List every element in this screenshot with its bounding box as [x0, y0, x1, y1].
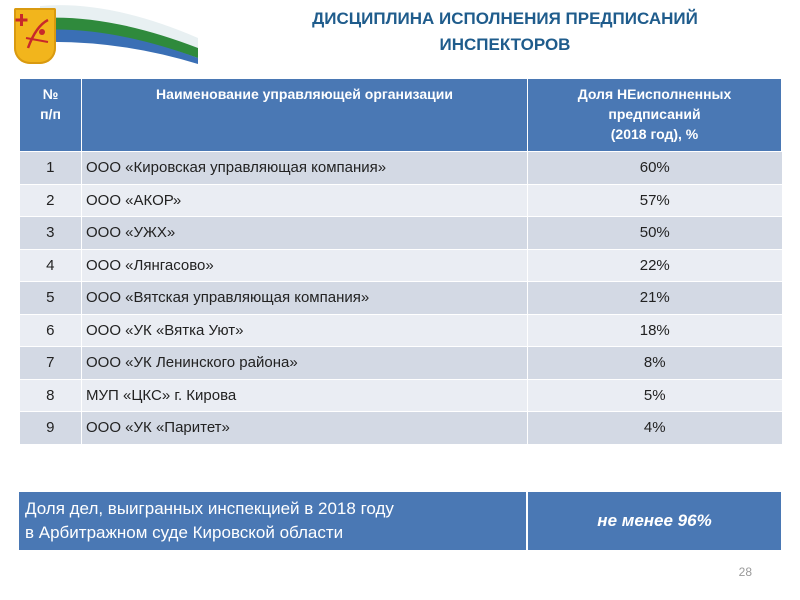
row-number: 8 — [20, 379, 82, 412]
row-organization: ООО «УК «Паритет» — [82, 412, 528, 445]
row-number: 5 — [20, 282, 82, 315]
row-number: 4 — [20, 249, 82, 282]
table-row — [20, 347, 782, 380]
table-row — [20, 282, 782, 315]
header-decoration — [0, 0, 200, 70]
row-number: 3 — [20, 217, 82, 250]
page-number: 28 — [738, 565, 752, 579]
table-row — [20, 217, 782, 250]
table-row — [20, 152, 782, 185]
table-row — [20, 184, 782, 217]
row-organization: ООО «УК Ленинского района» — [82, 347, 528, 380]
row-organization: ООО «УК «Вятка Уют» — [82, 314, 528, 347]
row-organization: ООО «Лянгасово» — [82, 249, 528, 282]
table-row — [20, 314, 782, 347]
column-header-number: № п/п — [20, 79, 82, 152]
inspection-table — [19, 78, 782, 445]
row-organization: МУП «ЦКС» г. Кирова — [82, 379, 528, 412]
row-number: 7 — [20, 347, 82, 380]
row-share: 8% — [528, 347, 782, 380]
row-organization: ООО «Вятская управляющая компания» — [82, 282, 528, 315]
row-share: 57% — [528, 184, 782, 217]
row-share: 22% — [528, 249, 782, 282]
coat-of-arms-icon — [14, 8, 56, 64]
row-share: 18% — [528, 314, 782, 347]
row-number: 2 — [20, 184, 82, 217]
column-header-share: Доля НЕисполненных предписаний (2018 год), % — [528, 79, 782, 152]
summary-value: не менее 96% — [527, 492, 781, 550]
summary-row — [19, 492, 781, 550]
row-share: 50% — [528, 217, 782, 250]
row-number: 6 — [20, 314, 82, 347]
title-line-2: ИНСПЕКТОРОВ — [439, 35, 571, 54]
summary-table — [19, 492, 781, 550]
row-share: 5% — [528, 379, 782, 412]
row-number: 9 — [20, 412, 82, 445]
table-row — [20, 379, 782, 412]
column-header-organization: Наименование управляющей организации — [82, 79, 528, 152]
row-share: 21% — [528, 282, 782, 315]
row-organization: ООО «Кировская управляющая компания» — [82, 152, 528, 185]
table-header-row — [20, 79, 782, 152]
row-organization: ООО «АКОР» — [82, 184, 528, 217]
row-number: 1 — [20, 152, 82, 185]
table-row — [20, 412, 782, 445]
summary-label: Доля дел, выигранных инспекцией в 2018 году в Арбитражном суде Кировской области — [19, 492, 527, 550]
table-row — [20, 249, 782, 282]
row-share: 4% — [528, 412, 782, 445]
title-line-1: ДИСЦИПЛИНА ИСПОЛНЕНИЯ ПРЕДПИСАНИЙ — [312, 9, 698, 28]
row-share: 60% — [528, 152, 782, 185]
row-organization: ООО «УЖХ» — [82, 217, 528, 250]
page-title — [215, 6, 795, 58]
